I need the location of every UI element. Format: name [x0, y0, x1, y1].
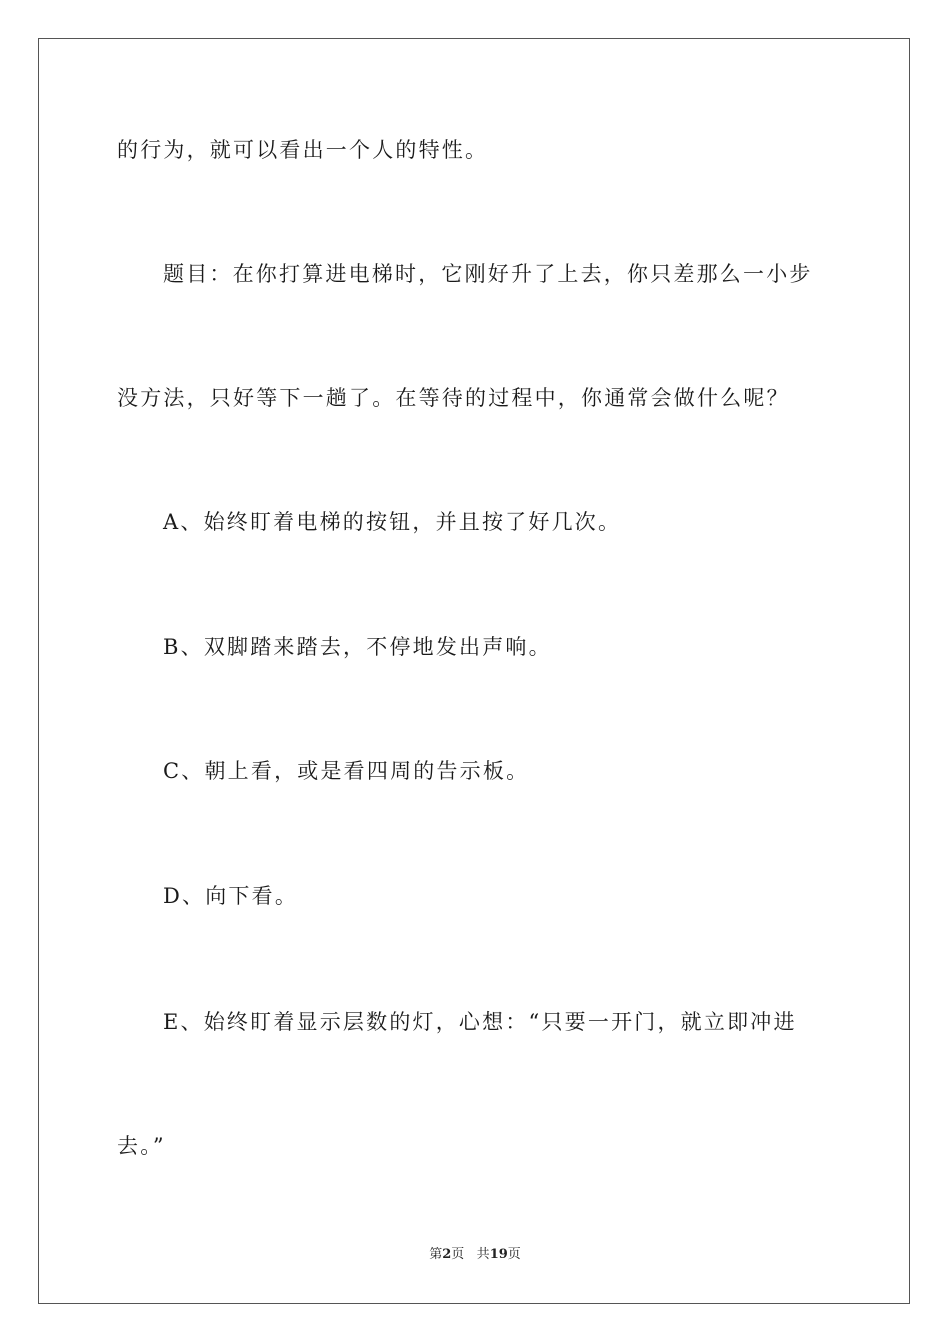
page-frame: [38, 38, 910, 1304]
question-line-1: 题目：在你打算进电梯时，它刚好升了上去，你只差那么一小步: [163, 262, 813, 286]
option-b: B、双脚踏来踏去，不停地发出声响。: [163, 635, 552, 659]
paragraph-line-continuation: 的行为，就可以看出一个人的特性。: [117, 138, 489, 162]
total-pages: 19: [489, 1247, 508, 1262]
option-a: A、始终盯着电梯的按钮，并且按了好几次。: [163, 510, 622, 534]
total-suffix: 页: [507, 1247, 521, 1262]
option-e-line-2: 去。”: [117, 1134, 166, 1158]
option-c: C、朝上看，或是看四周的告示板。: [163, 759, 530, 783]
option-e-line-1: E、始终盯着显示层数的灯，心想：“只要一开门，就立即冲进: [163, 1010, 797, 1034]
page-number: 2: [442, 1247, 452, 1262]
option-d: D、向下看。: [163, 884, 299, 908]
page-prefix: 第: [429, 1247, 443, 1262]
question-line-2: 没方法，只好等下一趟了。在等待的过程中，你通常会做什么呢？: [117, 386, 790, 410]
page-suffix: 页: [451, 1247, 465, 1262]
total-prefix: 共: [476, 1247, 490, 1262]
page-footer: [0, 1246, 950, 1264]
